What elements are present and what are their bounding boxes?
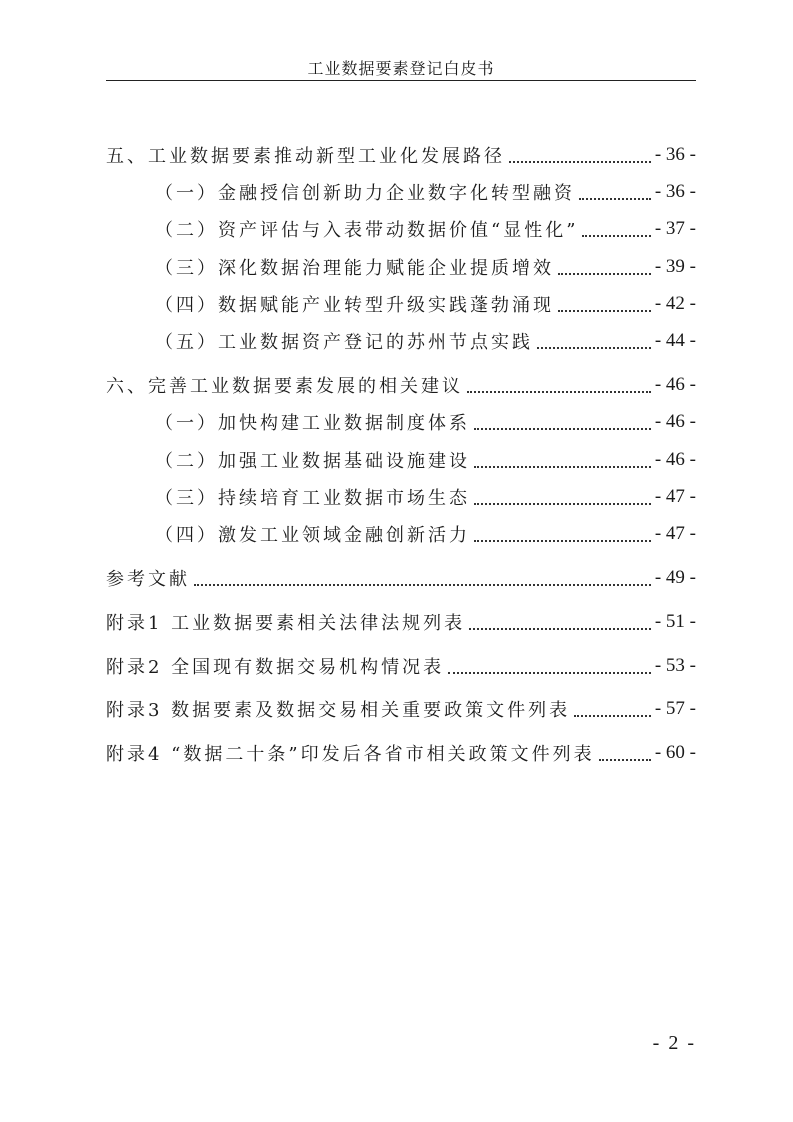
dot-leader <box>474 539 651 542</box>
toc-entry-label: 参考文献 <box>106 569 190 590</box>
toc-entry-label: （二）加强工业数据基础设施建设 <box>155 451 470 472</box>
toc-entry[interactable] <box>106 651 696 681</box>
dot-leader <box>558 272 651 275</box>
dot-leader <box>509 160 651 163</box>
toc-entry-page: - 46 - <box>654 449 696 470</box>
toc-entry-page: - 53 - <box>654 655 696 676</box>
toc-entry-label: 附录1 工业数据要素相关法律法规列表 <box>106 613 466 634</box>
toc-entry-page: - 46 - <box>654 411 696 432</box>
toc-entry[interactable] <box>106 370 696 400</box>
toc-entry-page: - 60 - <box>654 742 696 763</box>
dot-leader <box>579 197 651 200</box>
toc-entry-label: （二）资产评估与入表带动数据价值“显性化” <box>155 220 579 241</box>
toc-entry-label: （三）持续培育工业数据市场生态 <box>155 488 470 509</box>
toc-entry-page: - 36 - <box>654 144 696 165</box>
dot-leader <box>194 583 651 586</box>
dot-leader <box>467 390 651 393</box>
toc-entry-page: - 44 - <box>654 330 696 351</box>
dot-leader <box>474 465 651 468</box>
toc-entry-label: （五）工业数据资产登记的苏州节点实践 <box>155 332 533 353</box>
toc-entry[interactable] <box>155 326 696 356</box>
toc-entry[interactable] <box>155 289 696 319</box>
toc-entry[interactable] <box>155 177 696 207</box>
toc-entry-label: （一）金融授信创新助力企业数字化转型融资 <box>155 183 575 204</box>
toc-entry-label: （一）加快构建工业数据制度体系 <box>155 413 470 434</box>
toc-entry[interactable] <box>106 738 696 768</box>
toc-entry-page: - 57 - <box>654 698 696 719</box>
toc-entry-label: 附录4 “数据二十条”印发后各省市相关政策文件列表 <box>106 744 595 765</box>
toc-entry[interactable] <box>106 607 696 637</box>
toc-entry[interactable] <box>155 445 696 475</box>
toc-entry[interactable] <box>106 563 696 593</box>
toc-entry[interactable] <box>155 252 696 282</box>
toc-entry-page: - 37 - <box>654 218 696 239</box>
toc-entry-page: - 47 - <box>654 523 696 544</box>
toc-entry[interactable] <box>106 694 696 724</box>
dot-leader <box>469 627 651 630</box>
toc-entry[interactable] <box>106 140 696 170</box>
header-rule <box>106 80 696 81</box>
page-number: - 2 - <box>652 1032 696 1054</box>
toc-entry-label: 六、完善工业数据要素发展的相关建议 <box>106 376 463 397</box>
toc-entry[interactable] <box>155 214 696 244</box>
dot-leader <box>582 234 650 237</box>
dot-leader <box>474 427 651 430</box>
toc-entry[interactable] <box>155 482 696 512</box>
toc-entry-page: - 51 - <box>654 611 696 632</box>
toc-entry-page: - 42 - <box>654 293 696 314</box>
toc-entry-label: 附录3 数据要素及数据交易相关重要政策文件列表 <box>106 700 571 721</box>
dot-leader <box>537 346 651 349</box>
toc-entry-label: （四）数据赋能产业转型升级实践蓬勃涌现 <box>155 295 554 316</box>
dot-leader <box>474 502 651 505</box>
toc-entry-page: - 39 - <box>654 256 696 277</box>
dot-leader <box>448 671 651 674</box>
toc-entry-page: - 47 - <box>654 486 696 507</box>
toc-entry[interactable] <box>155 407 696 437</box>
toc-entry-page: - 49 - <box>654 567 696 588</box>
toc-entry-label: 附录2 全国现有数据交易机构情况表 <box>106 657 445 678</box>
toc-entry-page: - 36 - <box>654 181 696 202</box>
dot-leader <box>599 758 651 761</box>
toc-entry-label: 五、工业数据要素推动新型工业化发展路径 <box>106 146 505 167</box>
dot-leader <box>574 714 651 717</box>
toc-entry-label: （四）激发工业领域金融创新活力 <box>155 525 470 546</box>
toc-entry-label: （三）深化数据治理能力赋能企业提质增效 <box>155 258 554 279</box>
page-header-title: 工业数据要素登记白皮书 <box>307 59 495 78</box>
toc-entry-page: - 46 - <box>654 374 696 395</box>
dot-leader <box>558 309 651 312</box>
toc-entry[interactable] <box>155 519 696 549</box>
